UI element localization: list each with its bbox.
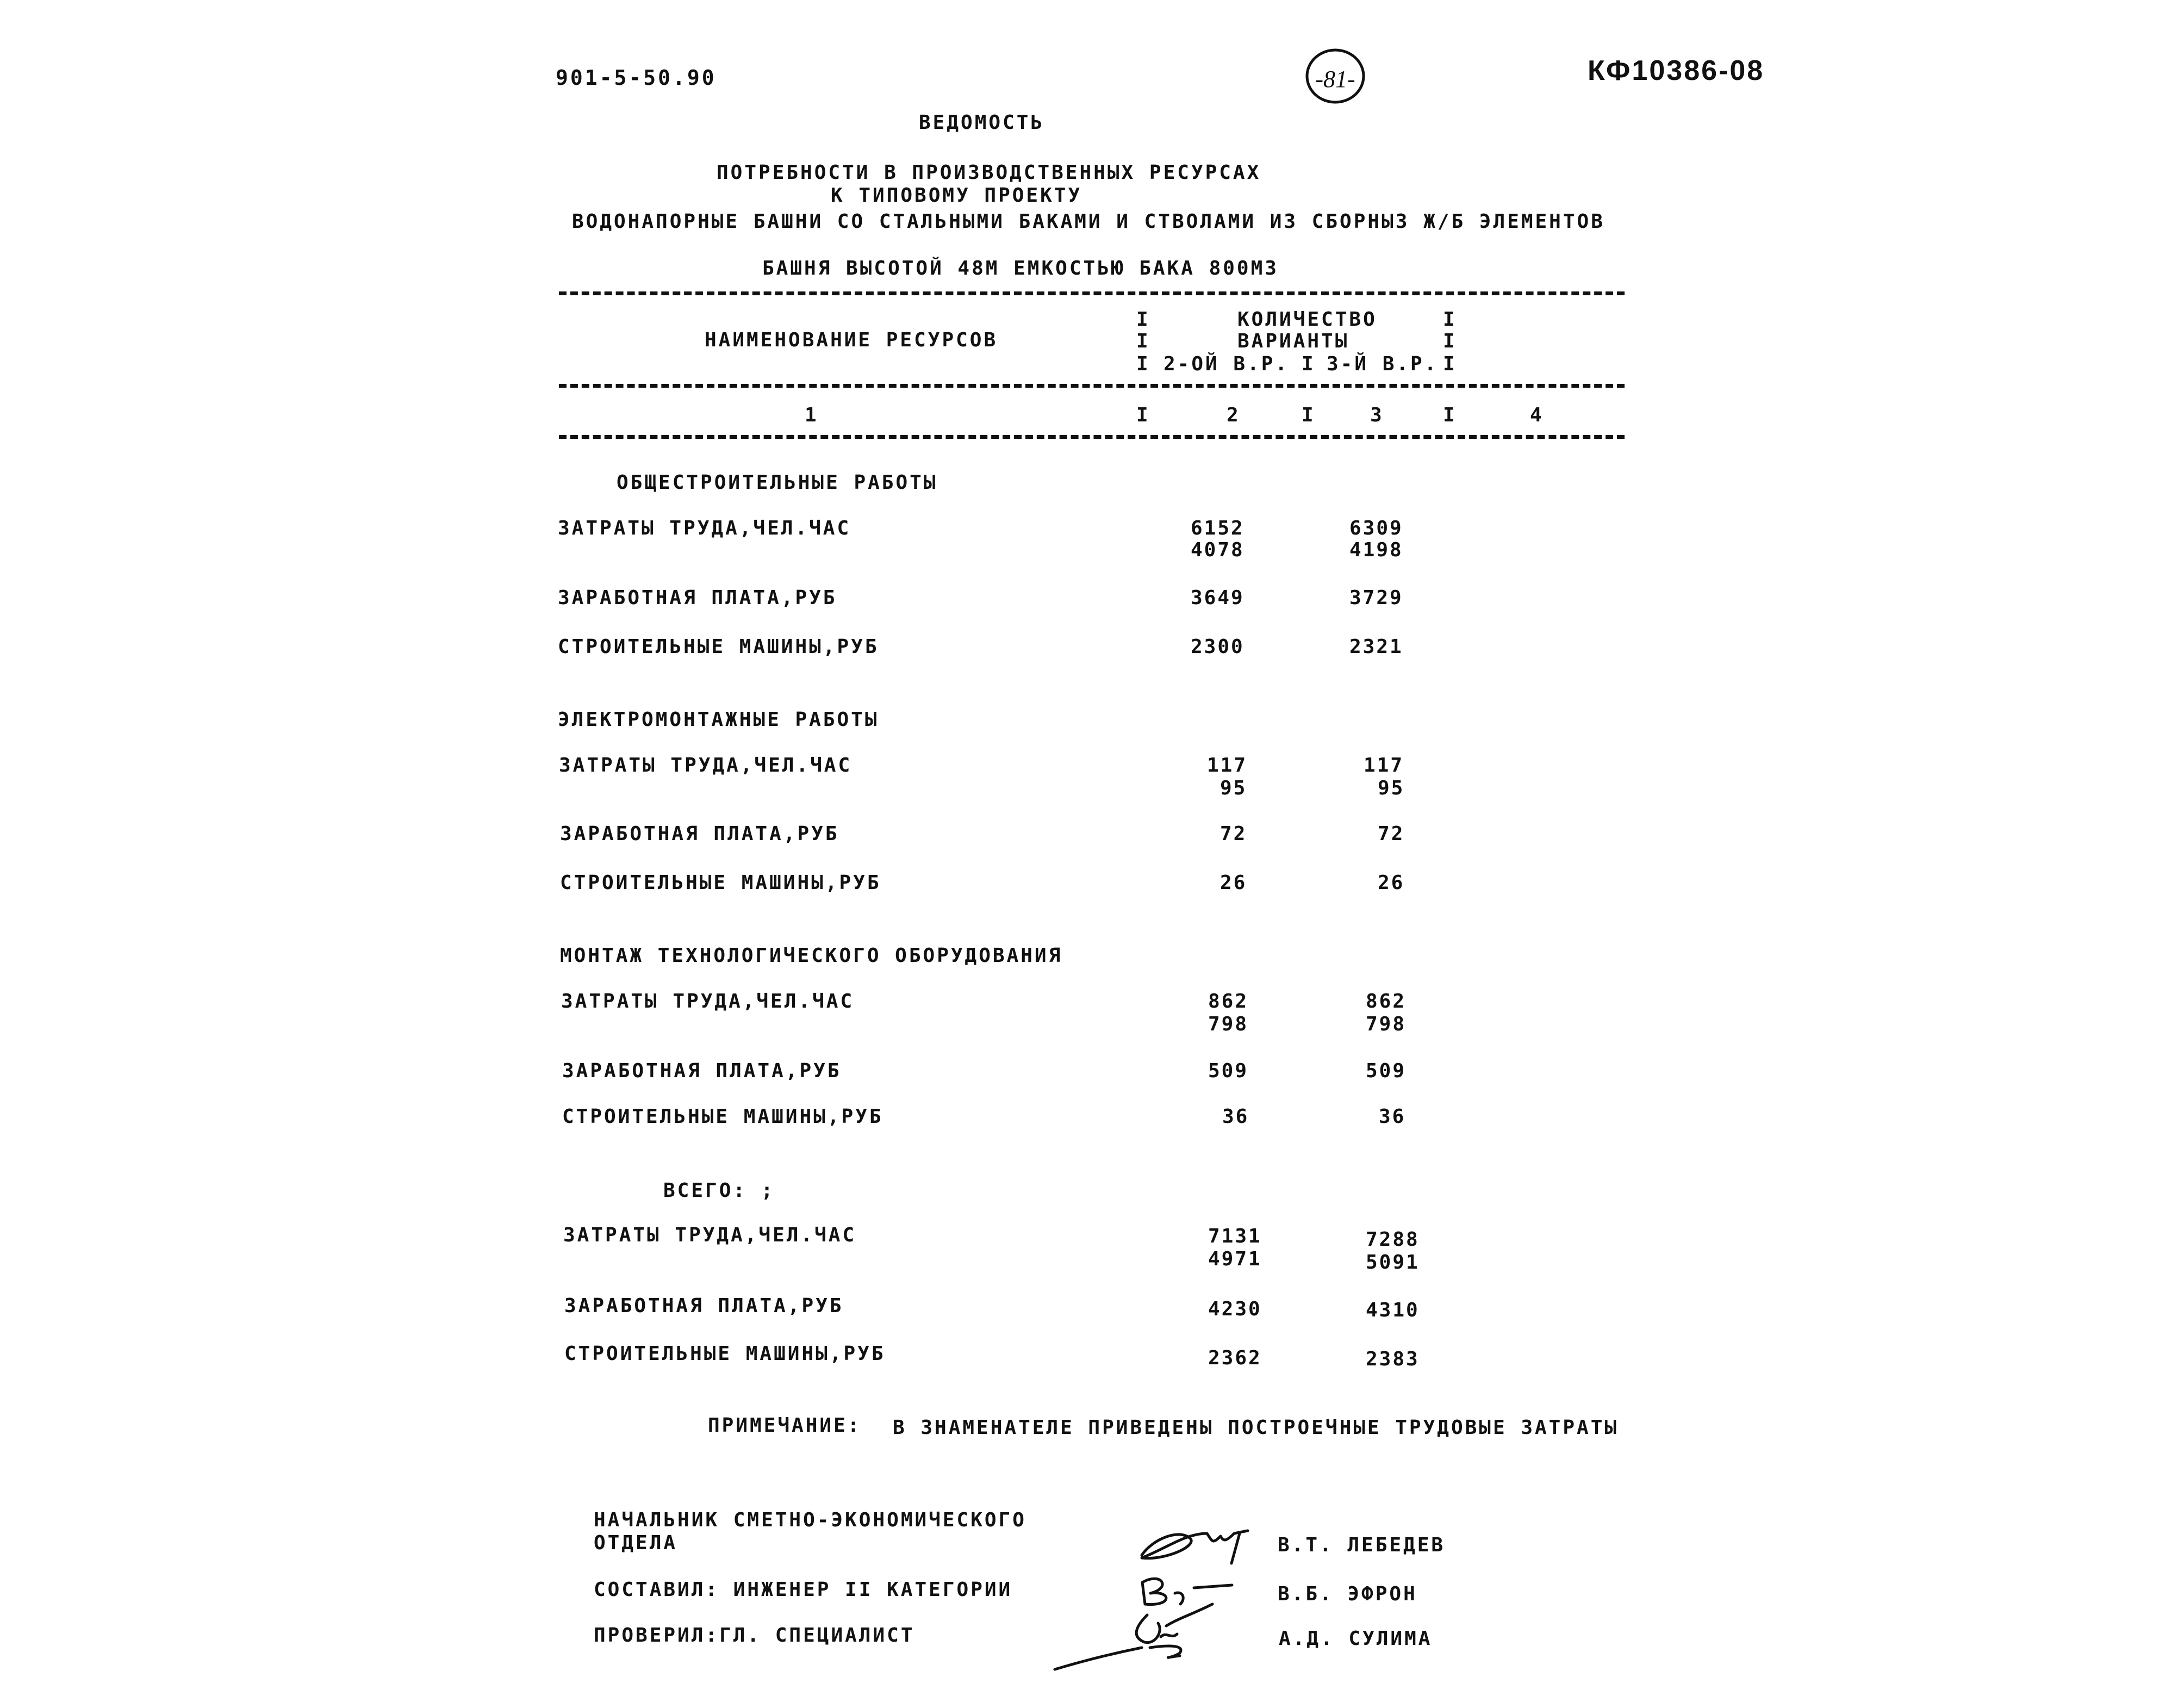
signatory-name: А.Д. СУЛИМА [1279, 1628, 1433, 1650]
section-title: ОБЩЕСТРОИТЕЛЬНЫЕ РАБОТЫ [617, 471, 938, 494]
column-number-separator: I [1302, 404, 1316, 426]
page-number: -81- [1315, 66, 1355, 92]
value-variant-2: 117 [1207, 754, 1248, 777]
value-variant-3: 4310 [1366, 1299, 1420, 1321]
value-variant-2: 4230 [1208, 1298, 1262, 1320]
column-number-separator: I [1136, 404, 1150, 426]
signatory-role: СОСТАВИЛ: ИНЖЕНЕР II КАТЕГОРИИ [594, 1579, 1013, 1601]
subtitle: БАШНЯ ВЫСОТОЙ 48М ЕМКОСТЬЮ БАКА 800М3 [762, 257, 1279, 279]
note-label: ПРИМЕЧАНИЕ: [708, 1414, 862, 1437]
document-code: 901-5-50.90 [556, 66, 717, 90]
row-label: СТРОИТЕЛЬНЫЕ МАШИНЫ,РУБ [562, 1105, 883, 1128]
value-variant-2: 2362 [1208, 1347, 1262, 1369]
value-variant-2-denominator: 95 [1220, 777, 1247, 799]
value-variant-3-denominator: 4198 [1349, 539, 1403, 561]
table-header-rule [559, 384, 1625, 388]
row-label: ЗАТРАТЫ ТРУДА,ЧЕЛ.ЧАС [563, 1224, 857, 1246]
doc-title: ВЕДОМОСТЬ [919, 111, 1045, 134]
value-variant-3: 2383 [1366, 1348, 1420, 1370]
value-variant-2: 2300 [1191, 636, 1245, 658]
row-label: СТРОИТЕЛЬНЫЕ МАШИНЫ,РУБ [558, 636, 879, 658]
value-variant-3: 509 [1366, 1060, 1407, 1082]
row-label: ЗАРАБОТНАЯ ПЛАТА,РУБ [562, 1060, 842, 1082]
value-variant-3: 2321 [1349, 636, 1403, 658]
column-number-4: 4 [1530, 404, 1544, 426]
value-variant-3: 862 [1366, 990, 1407, 1012]
section-title-total: ВСЕГО: ; [663, 1179, 775, 1202]
value-variant-3: 72 [1378, 823, 1405, 845]
signatory-role-continued: ОТДЕЛА [594, 1532, 678, 1554]
value-variant-2: 7131 [1208, 1225, 1262, 1247]
signature-sulima [1049, 1593, 1245, 1675]
value-variant-2: 3649 [1191, 587, 1245, 609]
signatory-name: В.Б. ЭФРОН [1278, 1583, 1417, 1605]
header-separator: I [1136, 330, 1150, 352]
title-line-2: ПОТРЕБНОСТИ В ПРОИЗВОДСТВЕННЫХ РЕСУРСАХ [717, 161, 1261, 184]
archive-number: КФ10386-08 [1588, 55, 1765, 86]
value-variant-3: 117 [1364, 754, 1404, 777]
row-label: ЗАРАБОТНАЯ ПЛАТА,РУБ [564, 1295, 844, 1317]
value-variant-2: 862 [1208, 990, 1249, 1012]
column-number-2: 2 [1227, 404, 1241, 426]
header-separator: I [1443, 353, 1457, 375]
signature-lebedev [1131, 1517, 1256, 1566]
column-header-variant-3: 3-Й В.Р. [1327, 353, 1439, 375]
value-variant-3-denominator: 798 [1366, 1013, 1407, 1035]
value-variant-3: 3729 [1349, 587, 1403, 609]
column-number-separator: I [1443, 404, 1457, 426]
row-label: СТРОИТЕЛЬНЫЕ МАШИНЫ,РУБ [564, 1343, 886, 1365]
note-text: В ЗНАМЕНАТЕЛЕ ПРИВЕДЕНЫ ПОСТРОЕЧНЫЕ ТРУДОВЫЕ ЗАТРАТЫ [893, 1417, 1619, 1439]
signatory-name: В.Т. ЛЕБЕДЕВ [1278, 1534, 1446, 1556]
row-label: ЗАРАБОТНАЯ ПЛАТА,РУБ [560, 823, 839, 845]
page-number-mark [1303, 45, 1368, 110]
row-label: ЗАРАБОТНАЯ ПЛАТА,РУБ [558, 587, 837, 609]
value-variant-2: 36 [1222, 1105, 1249, 1128]
row-label: ЗАТРАТЫ ТРУДА,ЧЕЛ.ЧАС [558, 517, 851, 539]
header-separator: I [1302, 353, 1316, 375]
title-line-3: К ТИПОВОМУ ПРОЕКТУ [831, 184, 1082, 207]
column-header-resources: НАИМЕНОВАНИЕ РЕСУРСОВ [705, 329, 998, 351]
value-variant-2-denominator: 4971 [1208, 1248, 1262, 1270]
value-variant-2: 26 [1220, 872, 1247, 894]
value-variant-2: 509 [1208, 1060, 1249, 1082]
row-label: ЗАТРАТЫ ТРУДА,ЧЕЛ.ЧАС [561, 990, 855, 1012]
value-variant-3: 6309 [1349, 517, 1403, 539]
column-number-1: 1 [805, 404, 819, 426]
value-variant-3: 7288 [1366, 1228, 1420, 1251]
value-variant-3-denominator: 95 [1378, 777, 1405, 799]
header-separator: I [1136, 308, 1150, 331]
header-separator: I [1136, 353, 1150, 375]
table-body-rule [559, 435, 1625, 439]
title-line-4: ВОДОНАПОРНЫЕ БАШНИ СО СТАЛЬНЫМИ БАКАМИ И СТВОЛАМИ ИЗ СБОРНЫЗ Ж/Б ЭЛЕМЕНТОВ [572, 210, 1605, 233]
row-label: СТРОИТЕЛЬНЫЕ МАШИНЫ,РУБ [560, 872, 881, 894]
value-variant-3: 26 [1378, 872, 1405, 894]
row-label: ЗАТРАТЫ ТРУДА,ЧЕЛ.ЧАС [559, 754, 853, 777]
signatory-role: НАЧАЛЬНИК СМЕТНО-ЭКОНОМИЧЕСКОГО [594, 1509, 1026, 1531]
column-group-variants: ВАРИАНТЫ [1237, 330, 1349, 352]
header-separator: I [1443, 330, 1457, 352]
column-header-variant-2: 2-ОЙ В.Р. [1163, 353, 1290, 375]
table-top-rule [559, 291, 1625, 295]
section-title: ЭЛЕКТРОМОНТАЖНЫЕ РАБОТЫ [558, 709, 879, 731]
column-group-quantity: КОЛИЧЕСТВО [1237, 308, 1377, 331]
value-variant-3: 36 [1379, 1105, 1406, 1128]
value-variant-2-denominator: 4078 [1191, 539, 1245, 561]
value-variant-2: 72 [1220, 823, 1247, 845]
signatory-role: ПРОВЕРИЛ:ГЛ. СПЕЦИАЛИСТ [594, 1624, 915, 1647]
column-number-3: 3 [1370, 404, 1384, 426]
value-variant-2-denominator: 798 [1208, 1013, 1249, 1035]
section-title: МОНТАЖ ТЕХНОЛОГИЧЕСКОГО ОБОРУДОВАНИЯ [560, 945, 1063, 967]
value-variant-2: 6152 [1191, 517, 1245, 539]
header-separator: I [1443, 308, 1457, 331]
value-variant-3-denominator: 5091 [1366, 1251, 1420, 1274]
